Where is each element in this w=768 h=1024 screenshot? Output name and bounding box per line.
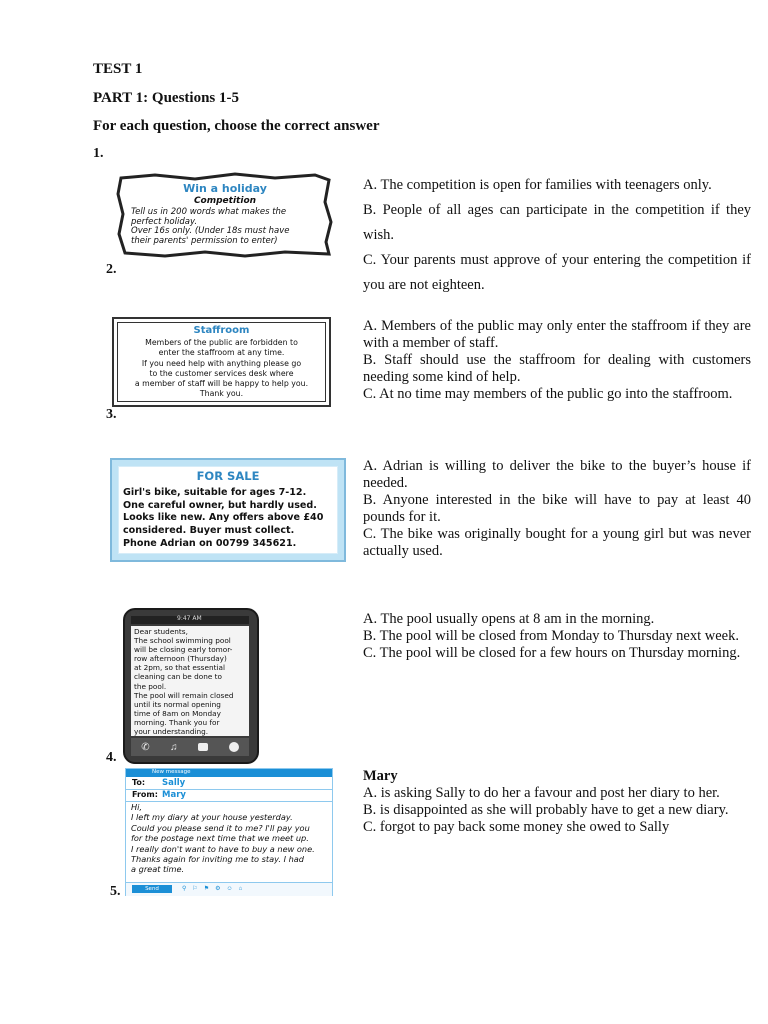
- phone-call-icon: ✆: [141, 741, 150, 753]
- message-line: The school swimming pool: [134, 636, 231, 646]
- q5-options: [363, 768, 751, 836]
- question-number-2: 2.: [106, 262, 117, 277]
- message-line: your understanding.: [134, 727, 209, 737]
- staffroom-notice: [112, 317, 331, 407]
- notice-line: considered. Buyer must collect.: [123, 525, 295, 537]
- notice-line: a member of staff will be happy to help you.: [134, 379, 309, 389]
- music-icon: ♫: [170, 741, 178, 753]
- from-label: From:: [132, 790, 158, 799]
- option-c: C. The pool will be closed for a few hours on Thursday morning.: [363, 645, 741, 661]
- notice-line: Tell us in 200 words what makes the: [131, 207, 287, 217]
- option-b: B. People of all ages can participate in the competition if they wish.: [363, 202, 751, 243]
- option-a: A. is asking Sally to do her a favour and post her diary to her.: [363, 785, 720, 801]
- notice-title: Win a holiday: [183, 182, 267, 195]
- message-line: will be closing early tomor-: [134, 645, 233, 655]
- message-line: the pool.: [134, 681, 167, 691]
- email-line: Could you please send it to me? I'll pay you: [131, 822, 310, 833]
- option-c: C. At no time may members of the public go into the staffroom.: [363, 386, 733, 402]
- email-bar-text: New message: [152, 769, 191, 775]
- notice-body: [131, 208, 290, 246]
- email-image: [125, 768, 333, 896]
- notice-body: [114, 338, 329, 400]
- email-body: [131, 802, 315, 875]
- notice-line: Looks like new. Any offers above £40: [123, 512, 324, 524]
- notice-line: Members of the public are forbidden to: [145, 338, 298, 347]
- email-line: I really don't want to have to buy a new one.: [131, 843, 315, 854]
- question-number-1: 1.: [93, 146, 104, 161]
- phone-image: [123, 608, 259, 764]
- q3-options: [363, 458, 751, 560]
- toolbar-icons: ⚲⚐⚑⚙☺⌂: [182, 886, 249, 892]
- phone-dock: [131, 738, 249, 756]
- message-line: at 2pm, so that essential: [134, 663, 225, 673]
- option-c: C. The bike was originally bought for a young girl but was never actually used.: [363, 526, 751, 559]
- message-line: row afternoon (Thursday): [134, 654, 227, 664]
- notice-line: One careful owner, but hardly used.: [123, 499, 317, 511]
- question-number-4: 4.: [106, 750, 117, 765]
- option-a: A. Adrian is willing to deliver the bike to the buyer’s house if needed.: [363, 458, 751, 491]
- notice-title: Staffroom: [193, 325, 250, 336]
- option-a: A. The pool usually opens at 8 am in the morning.: [363, 611, 655, 627]
- q1-options: [363, 173, 751, 298]
- email-line: Hi,: [131, 802, 143, 812]
- message-line: Dear students,: [134, 627, 188, 636]
- to-value: Sally: [162, 778, 186, 788]
- notice-line: Over 16s only. (Under 18s must have: [131, 226, 290, 237]
- option-c: C. forgot to pay back some money she owed to Sally: [363, 819, 670, 835]
- option-b: B. Staff should use the staffroom for dealing with customers needing some kind of help.: [363, 352, 751, 385]
- option-lead: Mary: [363, 768, 398, 784]
- briefcase-icon: [198, 743, 208, 751]
- q4-options: [363, 611, 751, 662]
- notice-title: FOR SALE: [196, 469, 260, 483]
- notice-subtitle: Competition: [193, 196, 257, 206]
- option-c: C. Your parents must approve of your entering the competition if you are not eighteen.: [363, 252, 751, 293]
- message-line: cleaning can be done to: [134, 672, 222, 682]
- option-b: B. The pool will be closed from Monday to Thursday next week.: [363, 628, 739, 644]
- message-line: morning. Thank you for: [134, 717, 220, 727]
- phone-status-bar: [131, 616, 249, 624]
- option-b: B. Anyone interested in the bike will have to pay at least 40 pounds for it.: [363, 492, 751, 525]
- status-time: 9:47 AM: [177, 615, 202, 622]
- notice-line: Thank you.: [199, 389, 244, 399]
- message-line: The pool will remain closed: [134, 690, 234, 700]
- question-number-3: 3.: [106, 407, 117, 422]
- phone-message: [134, 627, 233, 736]
- question-number-5: 5.: [110, 884, 121, 899]
- notice-line: to the customer services desk where: [149, 368, 294, 378]
- option-a: A. Members of the public may only enter the staffroom if they are with a member of staff.: [363, 318, 751, 351]
- email-line: for the postage next time that we meet up.: [131, 833, 309, 844]
- globe-icon: [229, 742, 239, 752]
- send-button: Send: [132, 885, 172, 893]
- q2-options: [363, 318, 751, 403]
- message-line: until its normal opening: [134, 699, 221, 709]
- email-line: a great time.: [131, 864, 185, 875]
- email-line: I left my diary at your house yesterday.: [131, 812, 293, 823]
- option-b: B. is disappointed as she will probably have to get a new diary.: [363, 802, 729, 818]
- instruction: For each question, choose the correct answer: [93, 118, 380, 134]
- from-value: Mary: [162, 790, 186, 800]
- email-toolbar: [126, 882, 332, 896]
- notice-body: [123, 487, 323, 551]
- option-a: A. The competition is open for families with teenagers only.: [363, 177, 712, 193]
- message-line: time of 8am on Monday: [134, 708, 221, 718]
- to-label: To:: [132, 778, 146, 787]
- email-title-bar: [126, 769, 332, 777]
- holiday-competition-notice: [115, 172, 335, 258]
- notice-line: perfect holiday.: [131, 216, 198, 227]
- for-sale-notice: [110, 458, 346, 562]
- notice-line: Phone Adrian on 00799 345621.: [123, 537, 297, 549]
- test-title: TEST 1: [93, 61, 143, 77]
- notice-line: If you need help with anything please go: [141, 358, 302, 368]
- notice-line: enter the staffroom at any time.: [158, 348, 285, 358]
- part-title: PART 1: Questions 1-5: [93, 90, 240, 106]
- email-line: Thanks again for inviting me to stay. I had: [131, 854, 304, 865]
- notice-line: their parents' permission to enter): [131, 235, 278, 246]
- notice-line: Girl's bike, suitable for ages 7-12.: [123, 487, 307, 498]
